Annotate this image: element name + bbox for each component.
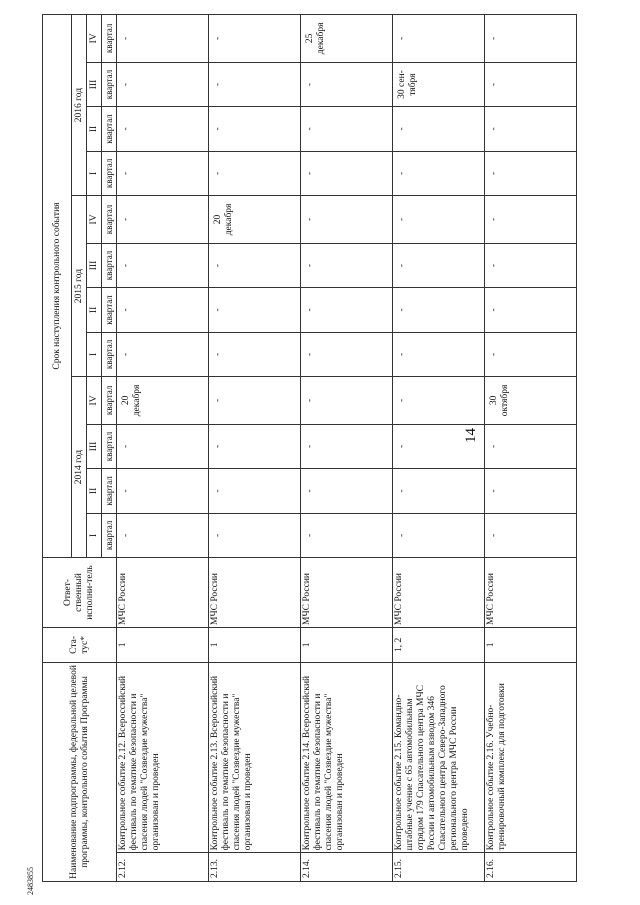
table-row (393, 15, 485, 882)
row-quarter-cell: 30 сен-тября (393, 62, 485, 106)
row-quarter-cell: - (393, 151, 485, 195)
row-quarter-cell: - (485, 196, 577, 244)
row-quarter-cell: - (117, 513, 209, 557)
row-responsible: МЧС России (393, 558, 485, 628)
row-number: 2.12. (117, 853, 209, 882)
header-quarter-word: квартал (102, 377, 117, 425)
header-quarter-word: квартал (102, 151, 117, 195)
row-quarter-cell: - (485, 469, 577, 513)
table-row (301, 15, 393, 882)
row-quarter-cell: - (393, 196, 485, 244)
row-quarter-cell: - (393, 513, 485, 557)
row-quarter-cell: - (393, 288, 485, 332)
header-quarter-word: квартал (102, 107, 117, 151)
row-quarter-cell: - (209, 151, 301, 195)
row-quarter-cell: - (301, 62, 393, 106)
row-event-name: Контрольное событие 2.16. Учебно-тренировочный комплекс для подготовки (485, 662, 577, 853)
header-year-2015: 2015 год (72, 196, 87, 377)
row-status: 1, 2 (393, 627, 485, 662)
header-quarter-num: I (87, 332, 102, 376)
row-quarter-cell: - (117, 424, 209, 468)
row-quarter-cell: - (117, 469, 209, 513)
row-quarter-cell: 25 декабря (301, 15, 393, 63)
row-quarter-cell: - (117, 151, 209, 195)
row-responsible: МЧС России (117, 558, 209, 628)
table-row (117, 15, 209, 882)
row-responsible: МЧС России (209, 558, 301, 628)
row-quarter-cell: - (393, 107, 485, 151)
row-event-name: Контрольное событие 2.12. Всероссийский фестиваль по тематике безопасности и спасения людей "Созвездие мужества" организован и проведен (117, 662, 209, 853)
row-quarter-cell: - (393, 243, 485, 287)
row-quarter-cell: - (209, 424, 301, 468)
row-number: 2.14. (301, 853, 393, 882)
row-quarter-cell: - (301, 332, 393, 376)
row-quarter-cell: - (485, 107, 577, 151)
row-event-name: Контрольное событие 2.13. Всероссийский фестиваль по тематике безопасности и спасения людей "Созвездие мужества" организован и проведен (209, 662, 301, 853)
row-quarter-cell: 20 декабря (209, 196, 301, 244)
row-quarter-cell: 30 октября (485, 377, 577, 425)
row-status: 1 (117, 627, 209, 662)
header-quarter-word: квартал (102, 332, 117, 376)
header-quarter-num: I (87, 513, 102, 557)
header-status-col: Ста-тус* (43, 627, 117, 662)
row-quarter-cell: - (209, 243, 301, 287)
header-quarter-word: квартал (102, 469, 117, 513)
row-quarter-cell: - (301, 424, 393, 468)
row-quarter-cell: - (117, 107, 209, 151)
document-id: 2483855 (26, 867, 35, 895)
row-quarter-cell: - (301, 107, 393, 151)
row-quarter-cell: - (209, 62, 301, 106)
header-quarter-word: квартал (102, 243, 117, 287)
header-quarter-num: III (87, 62, 102, 106)
row-number: 2.16. (485, 853, 577, 882)
header-term-group: Срок наступления контрольного события (43, 15, 72, 558)
header-quarter-num: II (87, 469, 102, 513)
rotated-table-container (42, 14, 640, 882)
row-quarter-cell: - (117, 243, 209, 287)
header-quarter-word: квартал (102, 196, 117, 244)
header-name-col: Наименование подпрограммы, федеральной целевой программы, контрольного события Программы (43, 662, 117, 881)
table-row (209, 15, 301, 882)
row-event-name: Контрольное событие 2.15. Командно-штабные учение с 65 автомобильным отрядом 179 Спасательного центра МЧС России и автомобильным взводом 346 Спасательного центра Северо-Западного регионального центра МЧС России проведено (393, 662, 485, 853)
row-quarter-cell: - (301, 151, 393, 195)
row-quarter-cell: - (393, 15, 485, 63)
row-quarter-cell: - (485, 243, 577, 287)
control-events-table (42, 14, 577, 882)
header-quarter-num: IV (87, 15, 102, 63)
header-quarter-num: IV (87, 196, 102, 244)
row-quarter-cell: - (485, 62, 577, 106)
row-quarter-cell: - (393, 377, 485, 425)
row-quarter-cell: - (117, 332, 209, 376)
row-quarter-cell: - (209, 513, 301, 557)
row-quarter-cell: - (301, 469, 393, 513)
header-quarter-num: II (87, 107, 102, 151)
header-year-2016: 2016 год (72, 15, 87, 196)
row-quarter-cell: - (485, 15, 577, 63)
row-event-name: Контрольное событие 2.14. Всероссийский фестиваль по тематике безопасности и спасения людей "Созвездие мужества" организован и проведен (301, 662, 393, 853)
table-row (485, 15, 577, 882)
row-quarter-cell: - (393, 469, 485, 513)
row-quarter-cell: - (117, 62, 209, 106)
row-quarter-cell: - (209, 332, 301, 376)
header-quarter-num: III (87, 424, 102, 468)
row-quarter-cell: - (301, 288, 393, 332)
header-year-2014: 2014 год (72, 377, 87, 558)
row-quarter-cell: - (485, 151, 577, 195)
header-quarter-word: квартал (102, 288, 117, 332)
row-status: 1 (485, 627, 577, 662)
header-quarter-num: IV (87, 377, 102, 425)
row-quarter-cell: - (393, 332, 485, 376)
row-quarter-cell: - (485, 424, 577, 468)
row-quarter-cell: - (301, 377, 393, 425)
row-quarter-cell: - (117, 196, 209, 244)
row-quarter-cell: - (209, 469, 301, 513)
header-quarter-word: квартал (102, 62, 117, 106)
header-quarter-num: III (87, 243, 102, 287)
row-quarter-cell: 20 декабря (117, 377, 209, 425)
header-quarter-num: II (87, 288, 102, 332)
row-quarter-cell: - (209, 107, 301, 151)
row-quarter-cell: - (301, 513, 393, 557)
row-number: 2.15. (393, 853, 485, 882)
page-number: 14 (463, 428, 479, 443)
row-quarter-cell: - (209, 288, 301, 332)
row-quarter-cell: - (485, 288, 577, 332)
row-status: 1 (301, 627, 393, 662)
header-quarter-word: квартал (102, 513, 117, 557)
row-quarter-cell: - (209, 15, 301, 63)
header-quarter-word: квартал (102, 15, 117, 63)
row-quarter-cell: - (117, 15, 209, 63)
row-quarter-cell: - (209, 377, 301, 425)
header-quarter-word: квартал (102, 424, 117, 468)
row-quarter-cell: - (301, 196, 393, 244)
row-quarter-cell: - (485, 513, 577, 557)
row-number: 2.13. (209, 853, 301, 882)
header-quarter-num: I (87, 151, 102, 195)
row-responsible: МЧС России (301, 558, 393, 628)
row-quarter-cell: - (393, 424, 485, 468)
row-status: 1 (209, 627, 301, 662)
row-responsible: МЧС России (485, 558, 577, 628)
row-quarter-cell: - (117, 288, 209, 332)
header-resp-col: Ответ-ственный исполни-тель (43, 558, 117, 628)
row-quarter-cell: - (301, 243, 393, 287)
row-quarter-cell: - (485, 332, 577, 376)
